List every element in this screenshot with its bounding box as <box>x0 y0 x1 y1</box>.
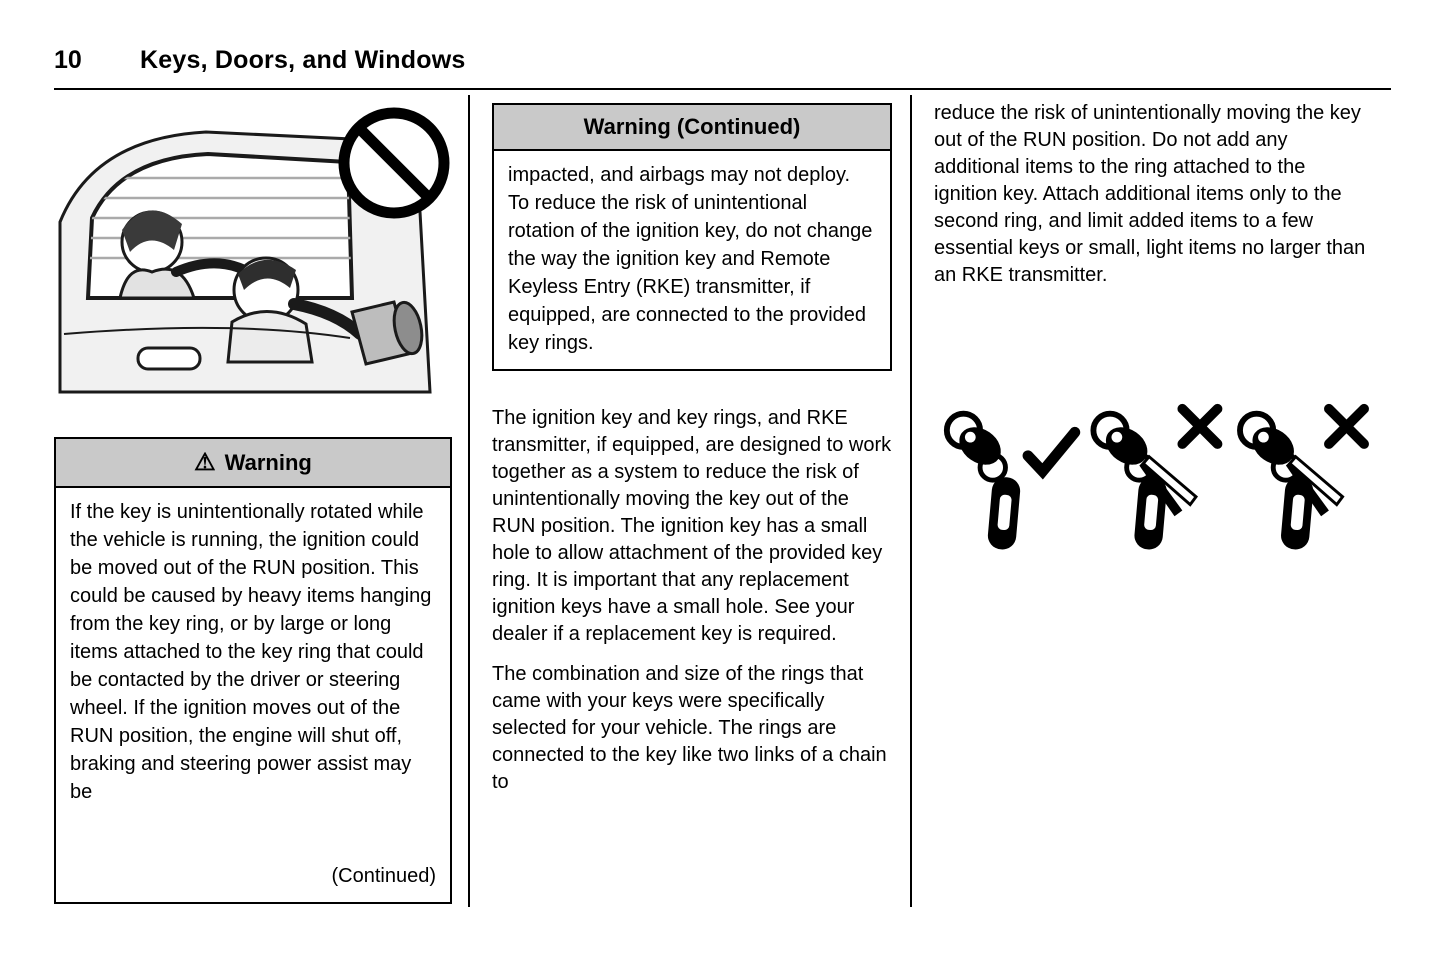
paragraph-ring-rules: reduce the risk of unintentionally moving the key out of the RUN position. Do not add any additional items to the ring attached to the ignition key. Attach additional items only to the second ring, and limit added items to a few essential keys or small, light items no larger than an RKE transmitter. <box>934 102 1366 286</box>
key-rings-drawing <box>934 401 1374 572</box>
check-icon <box>1028 432 1075 471</box>
warning-continued-box-header <box>494 105 890 151</box>
left-column <box>54 100 452 904</box>
key-ring-incorrect-1 <box>1093 409 1217 551</box>
key-ring-incorrect-2 <box>1240 409 1364 551</box>
right-column <box>934 100 1374 577</box>
warning-triangle-icon: ⚠ <box>194 449 216 476</box>
key-ring-correct <box>947 414 1075 551</box>
page-number: 10 <box>54 46 82 74</box>
paragraph-ring-combination: The combination and size of the rings that came with your keys were specifically selected for your vehicle. The rings are connected to the key like two links of a chain to <box>492 663 887 793</box>
warning-box-title: Warning <box>224 450 312 475</box>
warning-continued-box <box>492 103 892 371</box>
warning-continued-text: impacted, and airbags may not deploy. To reduce the risk of unintentional rotation of the ignition key, do not change the way the ignition key and Remote Keyless Entry (RKE) transmitter, if equipped, are connected to the provided key rings. <box>508 164 873 354</box>
column-divider <box>468 95 470 907</box>
child-in-car-illustration <box>54 100 452 405</box>
warning-box-header <box>56 439 450 488</box>
child-in-car-drawing <box>54 100 450 400</box>
paragraph-key-system: The ignition key and key rings, and RKE transmitter, if equipped, are designed to work together as a system to reduce the risk of unintentionally moving the key out of the RUN position. The ignition key has a small hole to allow attachment of the provided key ring. It is important that any replacement ignition keys have a small hole. See your dealer if a replacement key is required. <box>492 407 892 645</box>
prohibition-icon <box>344 113 444 213</box>
warning-continued-box-body <box>494 151 890 369</box>
warning-box <box>54 437 452 904</box>
middle-column <box>492 100 892 809</box>
warning-continued-box-title: Warning (Continued) <box>583 114 801 139</box>
x-icon <box>1182 409 1217 444</box>
column-divider <box>910 95 912 907</box>
warning-box-body <box>56 488 450 902</box>
warning-text: If the key is unintentionally rotated while the vehicle is running, the ignition could be moved out of the RUN position. This could be caused by heavy items hanging from the key ring, or by large or long items attached to the key ring that could be contacted by the driver or steering wheel. If the ignition moves out of the RUN position, the engine will shut off, braking and steering power assist may be <box>70 501 432 803</box>
key-rings-illustration <box>934 401 1374 577</box>
warning-continued-label: (Continued) <box>331 865 436 887</box>
page-header <box>54 46 1391 90</box>
page-title: Keys, Doors, and Windows <box>140 46 466 74</box>
x-icon <box>1329 409 1364 444</box>
